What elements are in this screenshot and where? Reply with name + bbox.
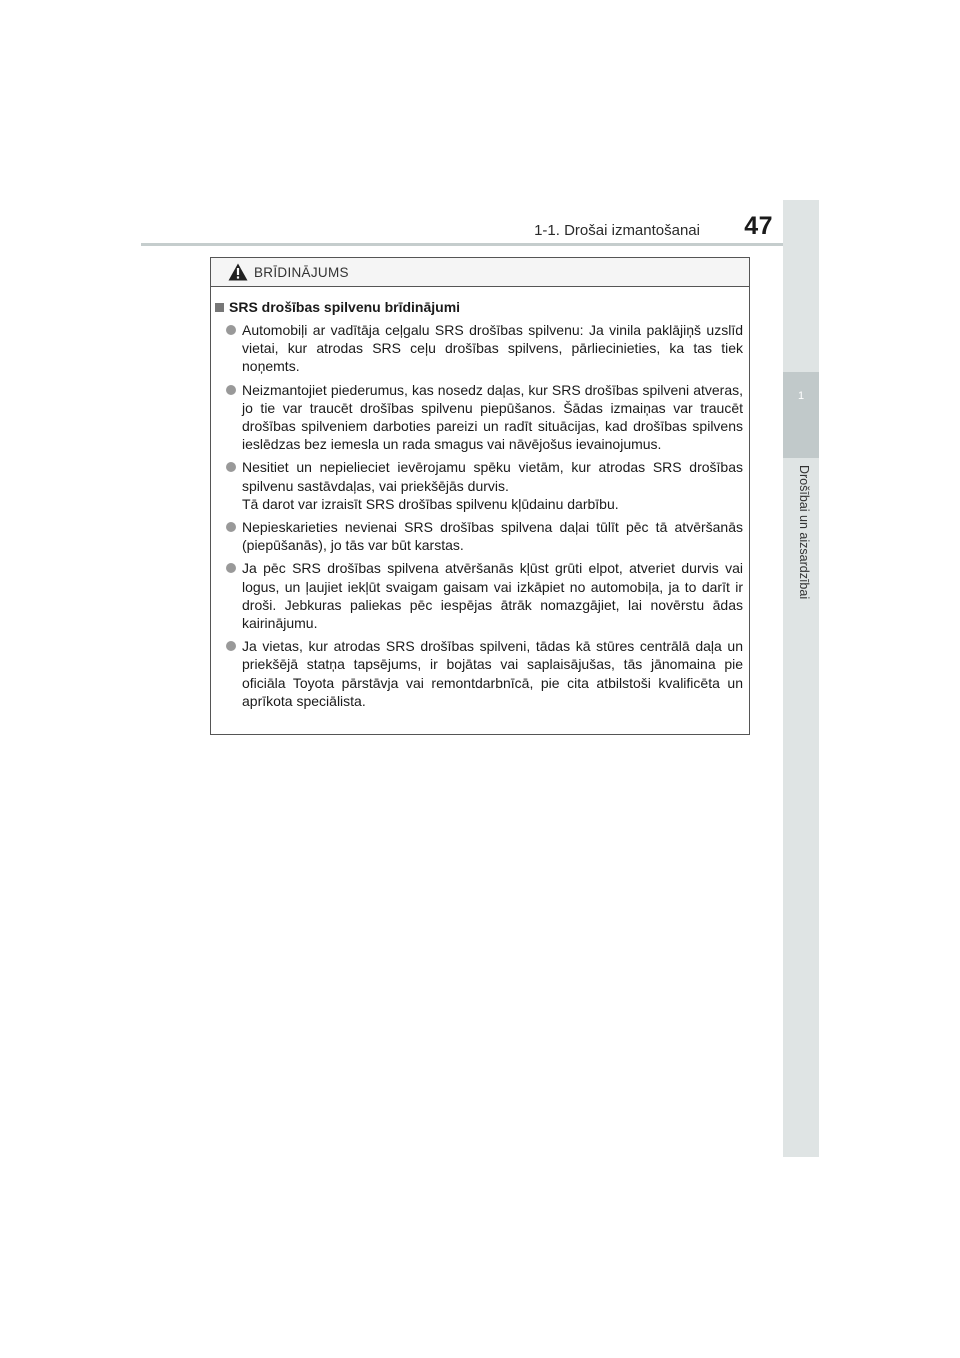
warning-title: BRĪDINĀJUMS	[254, 264, 349, 280]
warning-box	[210, 257, 750, 735]
list-item	[215, 518, 743, 554]
chapter-label: Drošībai un aizsardzībai	[797, 465, 811, 600]
list-item	[215, 458, 743, 513]
bullet-icon	[226, 462, 236, 472]
chapter-side-tab-active	[783, 372, 819, 458]
warning-body	[211, 287, 749, 710]
list-item-text: Nesitiet un nepielieciet ievērojamu spēku vietām, kur atrodas SRS drošības spilvenu sastāvdaļas, vai priekšējās durvis. Tā darot var izraisīt SRS drošības spilvenu kļūdainu darbību.	[242, 459, 743, 512]
page-number: 47	[744, 212, 773, 240]
list-item-text: Ja vietas, kur atrodas SRS drošības spilveni, tādas kā stūres centrālā daļa un priekšējā statņa tapsējums, ir bojātas vai saplaisājušas, tās jānomaina pie oficiāla Toyota pārstāvja vai remontdarbnīcā, pie cita atbilstoši kvalificēta un aprīkota speciālista.	[242, 638, 743, 709]
list-item	[215, 637, 743, 710]
list-item-text: Nepieskarieties nevienai SRS drošības spilvena daļai tūlīt pēc tā atvēršanās (piepūšanās), jo tās var būt karstas.	[242, 519, 743, 554]
list-item-text: Ja pēc SRS drošības spilvena atvēršanās kļūst grūti elpot, atveriet durvis vai logus, un ļaujiet iekļūt svaigam gaisam vai izkāpiet no automobiļa, ja to darīt ir droši. Jebkuras paliekas pēc iespējas ātrāk nomazgājiet, lai novērstu ādas kairinājumu.	[242, 560, 743, 632]
list-item	[215, 559, 743, 632]
square-bullet-icon	[215, 303, 224, 312]
list-item-text: Automobiļi ar vadītāja ceļgalu SRS drošības spilvenu: Ja vinila paklājiņš uzslīd vietai, kur atrodas SRS ceļu drošības spilvens, pārliecinieties, ka tas tiek noņemts.	[242, 322, 743, 375]
section-heading	[215, 299, 743, 315]
header-section-title: 1-1. Drošai izmantošanai	[534, 222, 700, 239]
list-item	[215, 321, 743, 376]
chapter-number: 1	[797, 390, 805, 402]
section-heading-text: SRS drošības spilvenu brīdinājumi	[229, 299, 461, 315]
list-item	[215, 381, 743, 454]
chapter-side-tab	[783, 200, 819, 1157]
bullet-icon	[226, 641, 236, 651]
bullet-icon	[226, 522, 236, 532]
warning-header	[211, 258, 749, 287]
bullet-icon	[226, 325, 236, 335]
header-divider	[141, 243, 819, 246]
warning-triangle-icon	[228, 263, 248, 281]
bullet-icon	[226, 563, 236, 573]
list-item-text: Neizmantojiet piederumus, kas nosedz daļas, kur SRS drošības spilveni atveras, jo tie var traucēt drošības spilvenu piepūšanos. Šādas izmaiņas var traucēt drošības spilveniem darboties pareizi un radīt situācijas, kad drošības spilvens ieslēdzas bez iemesla un rada smagus vai nāvējošus ievainojumus.	[242, 381, 743, 453]
bullet-icon	[226, 385, 236, 395]
